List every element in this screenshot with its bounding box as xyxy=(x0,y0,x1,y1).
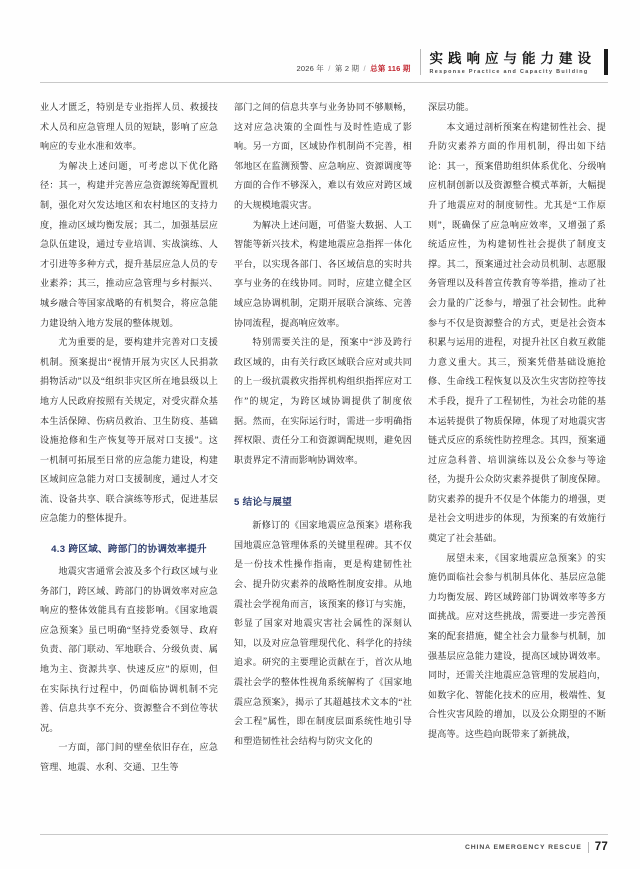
section-heading-5: 5 结论与展望 xyxy=(234,497,293,509)
paragraph: 业人才匮乏，特别是专业指挥人员、救援技术人员和应急管理人员的短缺，影响了应急响应的专业水准和效率。 xyxy=(40,102,218,152)
header-accent-bar xyxy=(604,49,608,75)
article-columns xyxy=(40,98,608,818)
paragraph: 展望未来，《国家地震应急预案》的实施仍面临社会参与机制具体化、基层应急能力均衡发展、跨区域跨部门协调效率等多方面挑战。应对这些挑战，需要进一步完善预案的配套措施，健全社会力量参与机制，加强基层应急能力建设，提高区域协调效率。同时，还需关注地震应急管理的发展趋向，如数字化、智能化技术的应用，极端性、复合性灾害风险的增加，以及公众期望的不断提高等。这些趋向既带来了新挑战， xyxy=(428,552,606,739)
paragraph: 一方面，部门间的壁垒依旧存在，应急管理、地震、水利、交通、卫生等 xyxy=(40,742,218,772)
issue-year: 2026 年 xyxy=(296,64,324,73)
footer-page-number: 77 xyxy=(594,841,608,853)
text-column-1 xyxy=(40,98,218,818)
paragraph: 本文通过剖析预案在构建韧性社会、提升防灾素养方面的作用机制，得出如下结论：其一，预案借助组织体系优化、分级响应机制创新以及资源整合模式革新，大幅提升了地震应对的制度韧性。尤其是“工作原则”，既确保了应急响应效率，又增强了系统适应性，为构建韧性社会提供了制度支撑。其二，预案通过社会动员机制、志愿服务管理以及科普宣传教育等举措，推动了社会力量的广泛参与，增强了社会韧性。此种参与不仅是资源整合的方式，更是社会资本积累与运用的进程，对提升社区自救互救能力意义重大。其三，预案凭借基础设施抢修、生命线工程恢复以及次生灾害防控等技术手段，提升了工程韧性，为社会功能的基本运转提供了物质保障，体现了对地震灾害链式反应的系统性防控理念。其四，预案通过应急科普、培训演练以及公众参与等途径，为提升公众防灾素养提供了制度保障。防灾素养的提升不仅是个体能力的增强，更是社会文明进步的体现，为预案的有效施行奠定了社会基础。 xyxy=(428,121,606,544)
header-divider xyxy=(420,49,421,75)
paragraph: 地震灾害通常会波及多个行政区域与业务部门，跨区域、跨部门的协调效率对应急响应的整体效能具有直接影响。《国家地震应急预案》虽已明确“坚持党委领导、政府负责、部门联动、军地联合、分级负责、属地为主、资源共享、快速反应”的原则，但在实际执行过程中，仍面临协调机制不完善、信息共享不充分、资源整合不到位等状况。 xyxy=(40,566,218,733)
section-heading-4-3: 4.3 跨区域、跨部门的协调效率提升 xyxy=(51,544,207,556)
section-spacer xyxy=(234,470,412,483)
header-title-en: Response Practice and Capacity Building xyxy=(429,69,589,75)
issue-number: 第 2 期 xyxy=(334,64,360,73)
paragraph: 新修订的《国家地震应急预案》堪称我国地震应急管理体系的关键里程碑。其不仅是一份技术性操作指南，更是构建韧性社会、提升防灾素养的战略性制度安排。从地震社会学视角而言，该预案的修订与实施，彰显了国家对地震灾害社会属性的深刻认知，以及对应急管理现代化、科学化的持续追求。研究的主要理论贡献在于，首次从地震社会学的整体性视角系统解构了《国家地震应急预案》，揭示了其超越技术文本的“社会工程”属性，即在制度层面系统性地引导和塑造韧性社会结构与防灾文化的 xyxy=(234,520,412,746)
text-column-2 xyxy=(234,98,412,818)
paragraph: 部门之间的信息共享与业务协同不够顺畅，这对应急决策的全面性与及时性造成了影响。另一方面，区域协作机制尚不完善，相邻地区在监测预警、应急响应、资源调度等方面的合作不够深入，难以有效应对跨区域的大规模地震灾害。 xyxy=(234,102,412,210)
issue-separator-1: / xyxy=(328,64,331,73)
footer-publication: CHINA EMERGENCY RESCUE xyxy=(464,843,582,851)
paragraph: 特别需要关注的是，预案中“涉及跨行政区域的，由有关行政区域联合应对或共同的上一级抗震救灾指挥机构组织指挥应对工作”的规定，为跨区域协调提供了制度依据。然而，在实际运行时，需进一步明确指挥权限、责任分工和资源调配规则，避免因职责界定不清而影响协调效率。 xyxy=(234,337,412,465)
paragraph: 为解决上述问题，可考虑以下优化路径：其一，构建并完善应急资源统筹配置机制，强化对欠发达地区和农村地区的支持力度，推动区域均衡发展；其二，加强基层应急队伍建设，通过专业培训、实战演练、人才引进等多种方式，提升基层应急人员的专业素养；其三，推动应急管理与乡村振兴、城乡融合等国家战略的有机契合，将应急能力建设纳入地方发展的整体规划。 xyxy=(40,160,218,328)
paragraph: 深层功能。 xyxy=(428,102,475,112)
page-footer xyxy=(40,834,608,853)
issue-separator-2: / xyxy=(363,64,366,73)
paragraph: 尤为重要的是，要构建并完善对口支援机制。预案提出“视情开展为灾区人民捐款捐物活动”以及“组织非灾区所在地县级以上地方人民政府按照有关规定，对受灾群众基本生活保障、伤病员救治、卫生防疫、基础设施抢修和生产恢复等开展对口支援”。这一机制可拓展至日常的应急能力建设，构建区域间应急能力对口支援制度，通过人才交流、设备共享、联合演练等形式，促进基层应急能力的整体提升。 xyxy=(40,337,218,524)
footer-rule xyxy=(40,834,608,835)
page-header xyxy=(40,38,608,84)
header-title-cn: 实践响应与能力建设 xyxy=(429,51,596,67)
footer-divider xyxy=(588,842,589,853)
header-title-block xyxy=(430,51,597,76)
issue-total: 总第 116 期 xyxy=(370,64,411,73)
text-column-3 xyxy=(428,98,606,818)
issue-line xyxy=(297,63,411,76)
paragraph: 为解决上述问题，可借鉴大数据、人工智能等新兴技术，构建地震应急指挥一体化平台，以实现各部门、各区域信息的实时共享与业务的在线协同。同时，应建立健全区域应急协调机制，定期开展联合演练、完善协同流程，提高响应效率。 xyxy=(234,219,412,328)
header-rule xyxy=(40,82,608,83)
